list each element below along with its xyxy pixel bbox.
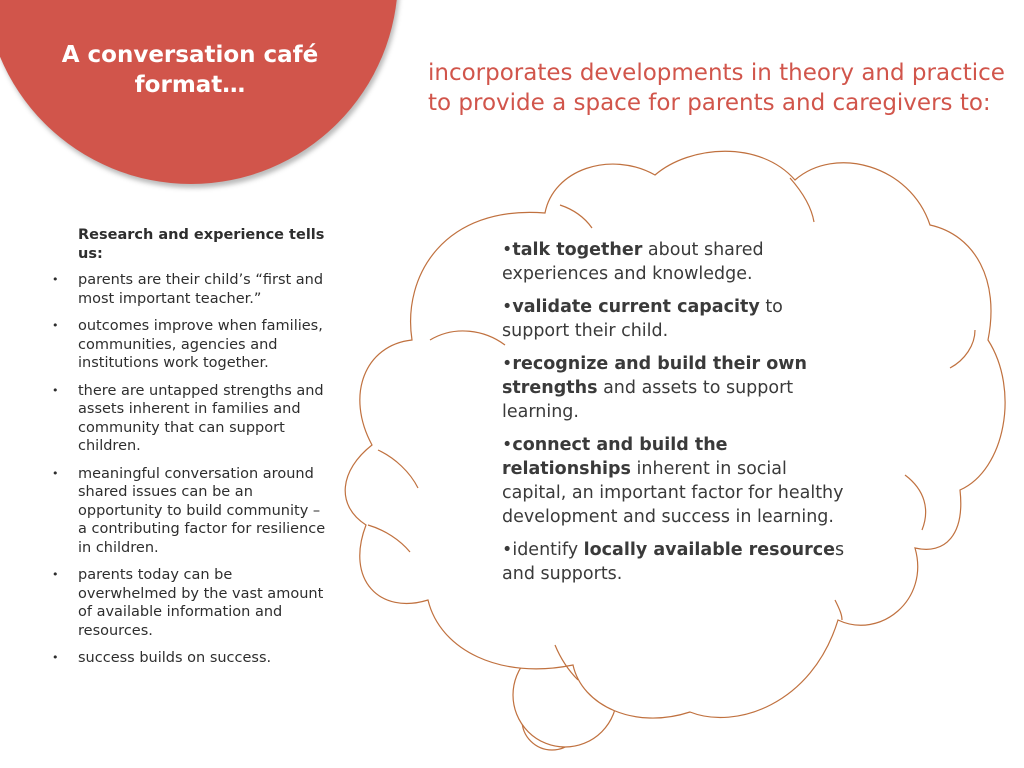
cloud-item: •talk together about shared experiences and knowledge. (502, 240, 764, 284)
bullet-icon: • (52, 273, 59, 286)
bullet-icon: • (52, 319, 59, 332)
research-list (50, 271, 332, 668)
bullet-icon: • (52, 383, 59, 397)
slide-subtitle: incorporates developments in theory and practice to provide a space for parents and caregivers to: (428, 60, 1005, 116)
research-bullet: • meaningful conversation around shared issues can be an opportunity to build community – a contributing factor for resilience in children. (52, 465, 326, 556)
cloud-text (502, 238, 850, 595)
slide-title: A conversation café format… (61, 42, 319, 98)
cloud-item: •validate current capacity to support their child. (502, 297, 783, 341)
bullet-icon: • (52, 568, 59, 581)
research-bullet: • success builds on success. (52, 650, 272, 666)
cloud-item: •recognize and build their own strengths and assets to support learning. (502, 354, 807, 422)
research-heading: Research and experience tells us: (78, 227, 325, 262)
research-bullet: • parents are their child’s “first and most important teacher.” (52, 272, 324, 307)
bullet-icon: • (52, 651, 59, 664)
research-bullet: • there are untapped strengths and assets inherent in families and community that can support children. (52, 382, 324, 454)
research-bullet: • parents today can be overwhelmed by the vast amount of available information and resources. (52, 567, 324, 639)
cloud-item: •identify locally available resources and supports. (502, 540, 845, 584)
cloud-item: •connect and build the relationships inherent in social capital, an important factor for healthy development and success in learning. (502, 435, 844, 527)
bullet-icon: • (52, 466, 59, 480)
research-bullet: • outcomes improve when families, communities, agencies and institutions work together. (52, 318, 323, 371)
research-panel (50, 226, 332, 677)
